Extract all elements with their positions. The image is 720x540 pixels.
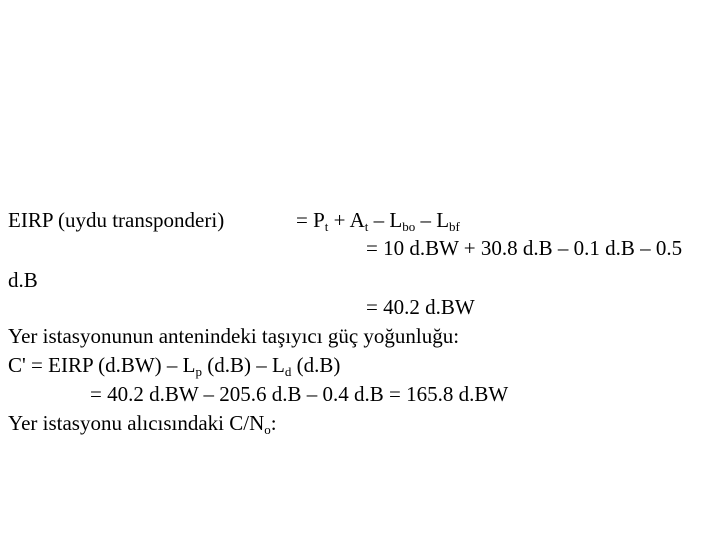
- cprime-equation: C' = EIRP $(d.BW) - L_p$ $(d.B) - L_d$ (d.B): [8, 353, 341, 379]
- eirp-label: EIRP (uydu transponderi): [8, 208, 225, 232]
- eirp-calculation-unit: d.B: [8, 268, 38, 292]
- eirp-result: = 40.2 d.BW: [366, 295, 475, 319]
- carrier-density-title: Yer istasyonunun antenindeki taşıyıcı güç yoğunluğu:: [8, 324, 460, 348]
- cprime-result: = 40.2 d.BW – 205.6 d.B – 0.4 d.B = 165.8 d.BW: [90, 382, 509, 406]
- eirp-calculation: = 10 d.BW + 30.8 d.B – 0.1 d.B – 0.5: [366, 236, 683, 260]
- eirp-equation: = $P_t + A_t - L_{bo} - L_{bf}$: [296, 208, 460, 234]
- receiver-cn-title: Yer istasyonu alıcısındaki $C/N_o$:: [8, 411, 277, 437]
